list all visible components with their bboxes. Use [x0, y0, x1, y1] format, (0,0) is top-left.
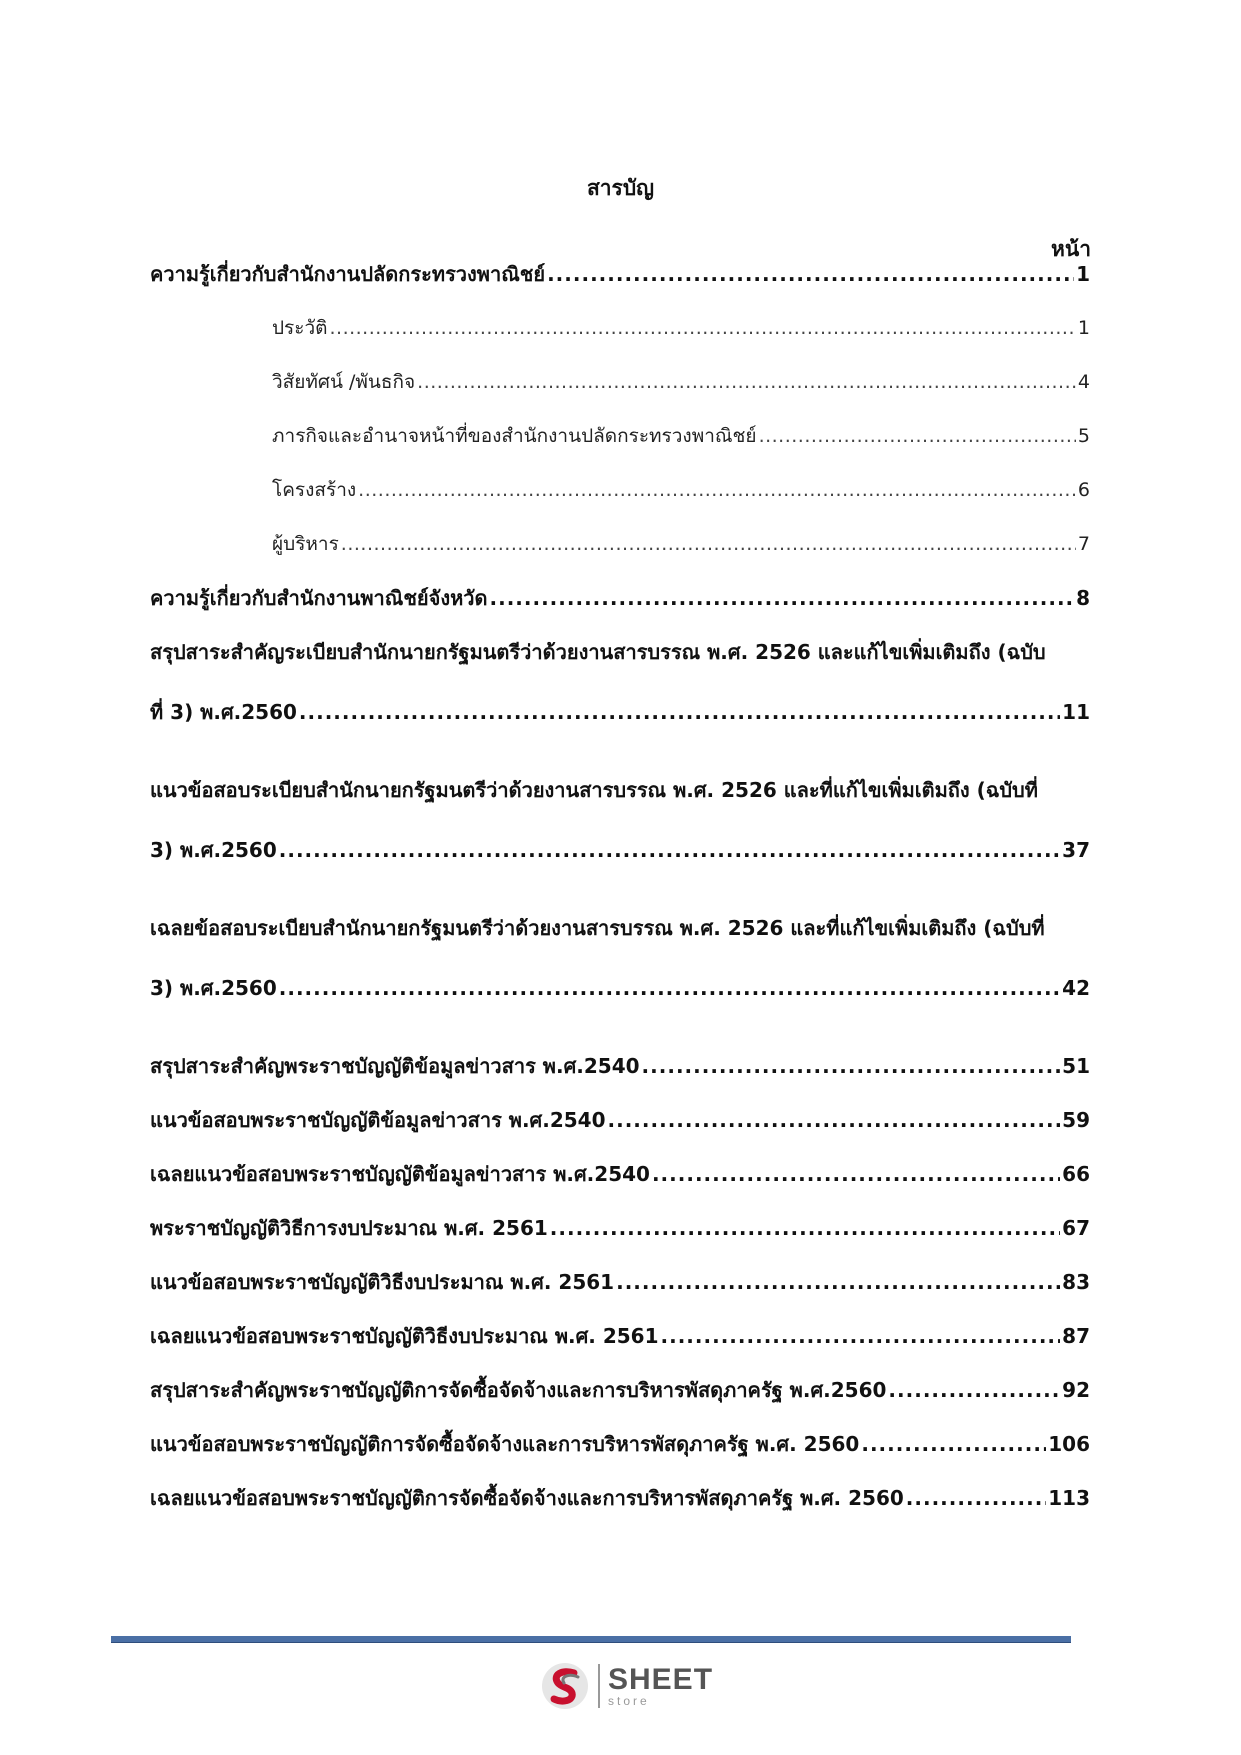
toc-entry-line	[150, 682, 1090, 742]
toc-page-number: 113	[1048, 1486, 1090, 1510]
toc-dot-leader	[642, 1036, 1061, 1096]
toc-entry-title: พระราชบัญญัติวิธีการงบประมาณ พ.ศ. 2561	[150, 1216, 548, 1240]
toc-dot-leader	[279, 820, 1060, 880]
toc-entry[interactable]	[150, 1198, 1090, 1258]
toc-entry-line	[272, 298, 1090, 358]
toc-entry-line	[150, 958, 1090, 1018]
toc-dot-leader	[547, 244, 1074, 304]
toc-entry[interactable]	[150, 898, 1090, 1018]
page-title: สารบัญ	[586, 176, 655, 200]
toc-page-number: 66	[1062, 1162, 1090, 1186]
toc-entry-title: เฉลยแนวข้อสอบพระราชบัญญัติวิธีงบประมาณ พ.ศ. 2561	[150, 1324, 659, 1348]
toc-entry-line	[272, 406, 1090, 466]
toc-page-number: 42	[1062, 976, 1090, 1000]
toc-entry-title: 3) พ.ศ.2560	[150, 976, 277, 1000]
toc-dot-leader	[888, 1360, 1060, 1420]
toc-dot-leader	[616, 1252, 1060, 1312]
toc-dot-leader	[358, 460, 1076, 520]
toc-entry[interactable]	[150, 1036, 1090, 1096]
logo-subword: store	[608, 1694, 650, 1708]
toc-entry-title-line1: สรุปสาระสำคัญระเบียบสำนักนายกรัฐมนตรีว่าด้วยงานสารบรรณ พ.ศ. 2526 และแก้ไขเพิ่มเติมถึง (ฉบับ	[150, 640, 1046, 664]
toc-entry-title: ผู้บริหาร	[272, 533, 339, 555]
toc-entry[interactable]	[272, 406, 1090, 466]
toc-entry[interactable]	[150, 1414, 1090, 1474]
toc-entry[interactable]	[150, 1360, 1090, 1420]
toc-entry-title-line1: แนวข้อสอบระเบียบสำนักนายกรัฐมนตรีว่าด้วยงานสารบรรณ พ.ศ. 2526 และที่แก้ไขเพิ่มเติมถึง (ฉบับที่	[150, 778, 1038, 802]
toc-dot-leader	[279, 958, 1060, 1018]
toc-entry-title: แนวข้อสอบพระราชบัญญัติข้อมูลข่าวสาร พ.ศ.2540	[150, 1108, 606, 1132]
toc-page-number: 106	[1048, 1432, 1090, 1456]
toc-entry-line	[150, 1360, 1090, 1420]
toc-entry-line	[150, 568, 1090, 628]
toc-entry-line	[150, 1144, 1090, 1204]
toc-entry[interactable]	[150, 568, 1090, 628]
toc-entry[interactable]	[150, 1144, 1090, 1204]
toc-entry[interactable]	[272, 514, 1090, 574]
toc-page-number: 67	[1062, 1216, 1090, 1240]
toc-entry-title: สรุปสาระสำคัญพระราชบัญญัติข้อมูลข่าวสาร พ.ศ.2540	[150, 1054, 640, 1078]
toc-dot-leader	[861, 1414, 1046, 1474]
toc-entry-title: สรุปสาระสำคัญพระราชบัญญัติการจัดซื้อจัดจ้างและการบริหารพัสดุภาครัฐ พ.ศ.2560	[150, 1378, 887, 1402]
toc-entry-line	[150, 1198, 1090, 1258]
toc-dot-leader	[906, 1468, 1046, 1528]
toc-entry-title: ประวัติ	[272, 317, 328, 339]
logo-word: SHEET	[608, 1663, 714, 1696]
toc-entry-line	[150, 244, 1090, 304]
toc-entry[interactable]	[272, 352, 1090, 412]
toc-dot-leader	[661, 1306, 1061, 1366]
toc-entry[interactable]	[150, 1306, 1090, 1366]
page-column-header: หน้า	[1051, 237, 1091, 261]
logo-separator	[598, 1664, 600, 1708]
toc-entry-title: แนวข้อสอบพระราชบัญญัติการจัดซื้อจัดจ้างและการบริหารพัสดุภาครัฐ พ.ศ. 2560	[150, 1432, 860, 1456]
toc-entry-title: ความรู้เกี่ยวกับสำนักงานพาณิชย์จังหวัด	[150, 586, 488, 610]
toc-page-number: 87	[1062, 1324, 1090, 1348]
toc-entry[interactable]	[150, 1468, 1090, 1528]
toc-dot-leader	[608, 1090, 1061, 1150]
toc-page-number: 5	[1077, 425, 1090, 447]
toc-entry-title: 3) พ.ศ.2560	[150, 838, 277, 862]
toc-entry-line	[272, 514, 1090, 574]
toc-entry-line	[150, 820, 1090, 880]
toc-dot-leader	[341, 514, 1076, 574]
toc-page-number: 6	[1077, 479, 1090, 501]
toc-entry-line	[150, 1468, 1090, 1528]
toc-entry-line	[150, 1090, 1090, 1150]
toc-page-number: 1	[1077, 317, 1090, 339]
toc-entry-line	[272, 460, 1090, 520]
toc-dot-leader	[550, 1198, 1060, 1258]
toc-entry-title: โครงสร้าง	[272, 479, 357, 501]
toc-page-number: 8	[1076, 586, 1090, 610]
toc-dot-leader	[329, 298, 1075, 358]
toc-dot-leader	[417, 352, 1076, 412]
toc-entry-title: ที่ 3) พ.ศ.2560	[150, 700, 297, 724]
toc-entry[interactable]	[150, 244, 1090, 304]
toc-page-number: 92	[1062, 1378, 1090, 1402]
toc-entry[interactable]	[150, 760, 1090, 880]
toc-entry-title: ภารกิจและอำนาจหน้าที่ของสำนักงานปลัดกระทรวงพาณิชย์	[272, 425, 757, 447]
toc-dot-leader	[299, 682, 1060, 742]
toc-page-number: 11	[1062, 700, 1090, 724]
toc-entry-title: วิสัยทัศน์ /พันธกิจ	[272, 371, 416, 393]
toc-entry-line	[150, 1036, 1090, 1096]
toc-dot-leader	[490, 568, 1075, 628]
toc-page-number: 4	[1077, 371, 1090, 393]
sheet-store-logo-icon	[540, 1661, 590, 1711]
toc-page-number: 59	[1062, 1108, 1090, 1132]
toc-page-number: 83	[1062, 1270, 1090, 1294]
footer-rule	[111, 1636, 1071, 1643]
logo-text	[608, 1665, 713, 1707]
toc-entry[interactable]	[150, 622, 1090, 742]
toc-entry-title: ความรู้เกี่ยวกับสำนักงานปลัดกระทรวงพาณิชย์	[150, 262, 546, 286]
toc-entry-title: เฉลยแนวข้อสอบพระราชบัญญัติการจัดซื้อจัดจ้างและการบริหารพัสดุภาครัฐ พ.ศ. 2560	[150, 1486, 904, 1510]
toc-entry-line	[150, 1306, 1090, 1366]
toc-entry[interactable]	[272, 460, 1090, 520]
toc-entry[interactable]	[150, 1252, 1090, 1312]
toc-page-number: 51	[1062, 1054, 1090, 1078]
toc-entry-title-line1: เฉลยข้อสอบระเบียบสำนักนายกรัฐมนตรีว่าด้วยงานสารบรรณ พ.ศ. 2526 และที่แก้ไขเพิ่มเติมถึง (ฉบับที่	[150, 916, 1045, 940]
sheet-store-logo	[540, 1660, 713, 1712]
toc-entry-title: แนวข้อสอบพระราชบัญญัติวิธีงบประมาณ พ.ศ. 2561	[150, 1270, 615, 1294]
toc-dot-leader	[759, 406, 1076, 466]
toc-entry-line	[150, 1252, 1090, 1312]
toc-entry-line	[150, 1414, 1090, 1474]
toc-entry-line	[272, 352, 1090, 412]
toc-page-number: 7	[1077, 533, 1090, 555]
toc-entry[interactable]	[272, 298, 1090, 358]
toc-dot-leader	[652, 1144, 1060, 1204]
toc-page-number: 37	[1062, 838, 1090, 862]
toc-page-number: 1	[1076, 262, 1090, 286]
toc-entry-title: เฉลยแนวข้อสอบพระราชบัญญัติข้อมูลข่าวสาร พ.ศ.2540	[150, 1162, 650, 1186]
toc-entry[interactable]	[150, 1090, 1090, 1150]
